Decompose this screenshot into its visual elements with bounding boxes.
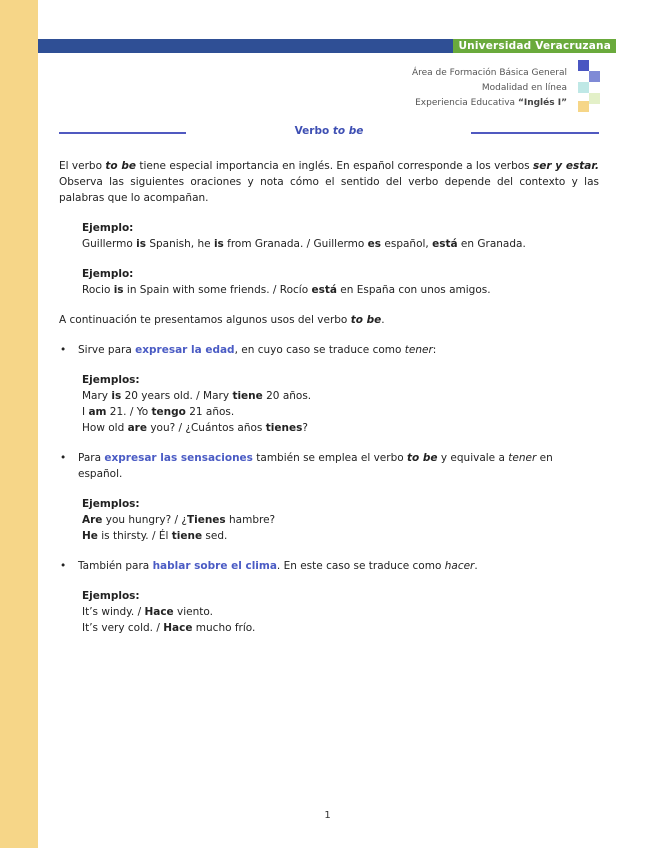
logo-square — [589, 93, 600, 104]
example-block — [59, 496, 599, 544]
example-sentence: How old are you? / ¿Cuántos años tienes? — [82, 422, 308, 434]
example-label: Ejemplos: — [82, 374, 140, 386]
example-sentence: Guillermo is Spanish, he is from Granada. / Guillermo es español, está en Granada. — [82, 238, 526, 250]
logo-square — [578, 101, 589, 112]
main-content — [59, 158, 599, 636]
course-experience: Experiencia Educativa “Inglés I” — [415, 98, 567, 108]
course-modality: Modalidad en línea — [481, 83, 567, 93]
example-label: Ejemplo: — [82, 268, 134, 280]
example-label: Ejemplos: — [82, 498, 140, 510]
bullet-icon: • — [60, 344, 67, 356]
section-title-row — [59, 125, 599, 141]
example-block — [59, 266, 599, 298]
example-label: Ejemplo: — [82, 222, 134, 234]
example-block — [59, 588, 599, 636]
bullet-icon: • — [60, 452, 67, 464]
example-sentence: Mary is 20 years old. / Mary tiene 20 años. — [82, 390, 312, 402]
bullet-icon: • — [60, 560, 67, 572]
left-decorative-stripe — [0, 0, 38, 848]
intro-paragraph: El verbo to be tiene especial importancia en inglés. En español corresponde a los verbos ser y estar. Observa las siguientes oraciones y nota cómo el sentido del verbo depende del contexto y las palabras que lo acompañan. — [59, 160, 599, 204]
example-block — [59, 372, 599, 436]
header-bar — [38, 39, 616, 53]
highlight-phrase: hablar sobre el clima — [152, 560, 277, 572]
highlight-phrase: expresar la edad — [135, 344, 235, 356]
example-sentence: I am 21. / Yo tengo 21 años. — [82, 406, 235, 418]
list-item: • También para hablar sobre el clima. En este caso se traduce como hacer. — [60, 560, 478, 572]
institution-name: Universidad Veracruzana — [453, 39, 616, 53]
example-sentence: Are you hungry? / ¿Tienes hambre? — [82, 514, 276, 526]
logo-square — [578, 82, 589, 93]
continuation-paragraph: A continuación te presentamos algunos usos del verbo to be. — [59, 314, 385, 326]
page-number: 1 — [324, 810, 331, 821]
logo-square — [578, 60, 589, 71]
example-sentence: It’s very cold. / Hace mucho frío. — [82, 622, 256, 634]
example-sentence: Rocio is in Spain with some friends. / Rocío está en España con unos amigos. — [82, 284, 491, 296]
logo-square — [589, 71, 600, 82]
example-label: Ejemplos: — [82, 590, 140, 602]
highlight-phrase: expresar las sensaciones — [104, 452, 253, 464]
example-block — [59, 220, 599, 252]
example-sentence: It’s windy. / Hace viento. — [82, 606, 213, 618]
list-item: • Para expresar las sensaciones también se emplea el verbo to be y equivale a tener en español. — [60, 452, 553, 480]
course-info — [412, 66, 567, 111]
title-rule-right — [471, 132, 599, 134]
section-title: Verbo to be — [294, 125, 364, 137]
list-item: • Sirve para expresar la edad, en cuyo caso se traduce como tener: — [60, 344, 437, 356]
course-area: Área de Formación Básica General — [411, 68, 567, 78]
example-sentence: He is thirsty. / Él tiene sed. — [82, 530, 228, 542]
